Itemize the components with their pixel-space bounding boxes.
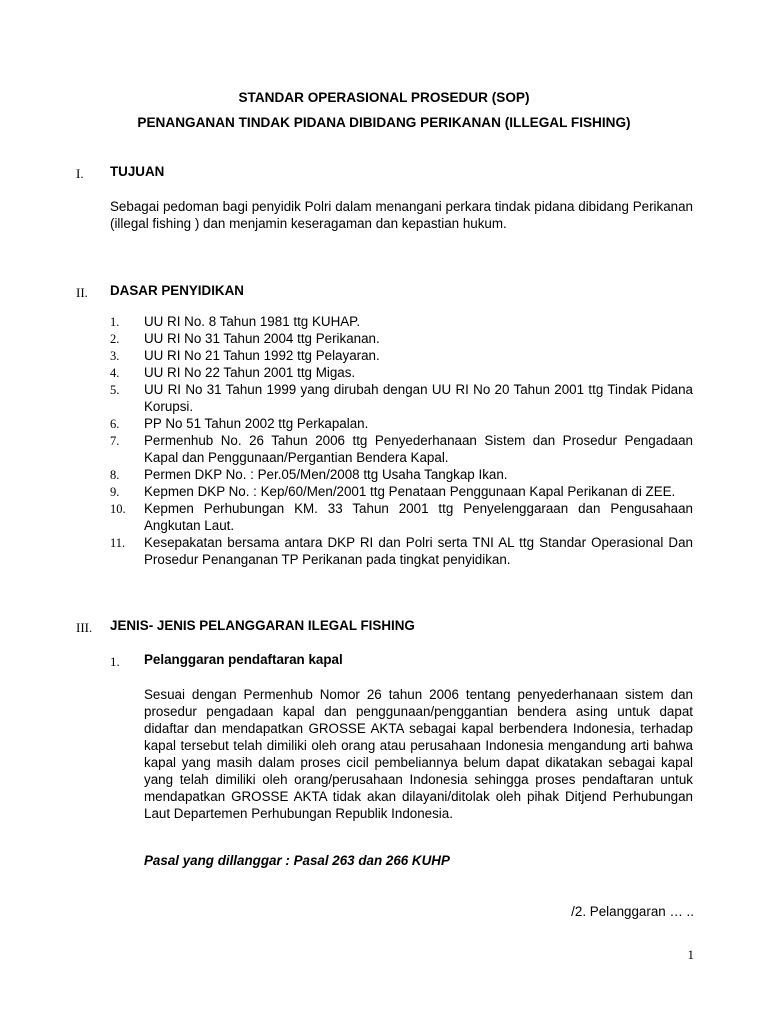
list-item-text: Kepmen DKP No. : Kep/60/Men/2001 ttg Penataan Penggunaan Kapal Perikanan di ZEE.	[144, 484, 676, 499]
section-heading-dasar-penyidikan: DASAR PENYIDIKAN	[110, 283, 244, 298]
document-subtitle: PENANGANAN TINDAK PIDANA DIBIDANG PERIKANAN (ILLEGAL FISHING)	[137, 115, 631, 130]
list-item-text: UU RI No. 8 Tahun 1981 ttg KUHAP.	[144, 314, 361, 329]
list-item	[0, 432, 693, 466]
list-item	[0, 534, 693, 568]
list-item	[0, 415, 693, 432]
list-item-text: Permen DKP No. : Per.05/Men/2008 ttg Usaha Tangkap Ikan.	[144, 467, 508, 482]
legal-basis-list	[0, 313, 693, 568]
list-item-text: UU RI No 22 Tahun 2001 ttg Migas.	[144, 365, 356, 380]
list-item-text: PP No 51 Tahun 2002 ttg Perkapalan.	[144, 416, 369, 431]
list-item-number: 8.	[110, 468, 120, 482]
section-number: II.	[76, 285, 88, 300]
list-item-number: 11.	[110, 536, 126, 550]
list-item-number: 2.	[110, 332, 120, 346]
list-item-text: Permenhub No. 26 Tahun 2006 ttg Penyederhanaan Sistem dan Prosedur Pengadaan Kapal dan Penggunaan/Pergantian Bendera Kapal.	[144, 433, 693, 465]
list-item-number: 4.	[110, 366, 120, 380]
subsection-heading: Pelanggaran pendaftaran kapal	[144, 652, 343, 667]
continuation-marker: /2. Pelanggaran … ..	[571, 904, 694, 919]
list-item-text: Kesepakatan bersama antara DKP RI dan Polri serta TNI AL ttg Standar Operasional Dan Prosedur Penanganan TP Perikanan pada tingkat penyidikan.	[144, 535, 693, 567]
list-item-text: UU RI No 31 Tahun 1999 yang dirubah dengan UU RI No 20 Tahun 2001 ttg Tindak Pidana Korupsi.	[144, 382, 693, 414]
list-item-number: 10.	[110, 502, 126, 516]
list-item-number: 1.	[110, 315, 120, 329]
list-item-number: 5.	[110, 383, 120, 397]
list-item	[0, 347, 693, 364]
list-item	[0, 483, 693, 500]
list-item	[0, 466, 693, 483]
list-item	[0, 330, 693, 347]
document-title: STANDAR OPERASIONAL PROSEDUR (SOP)	[238, 90, 530, 105]
section-heading-tujuan: TUJUAN	[110, 164, 165, 179]
list-item-number: 3.	[110, 349, 120, 363]
list-item	[0, 313, 693, 330]
list-item-text: Kepmen Perhubungan KM. 33 Tahun 2001 ttg Penyelenggaraan dan Pengusahaan Angkutan Laut.	[144, 501, 693, 533]
tujuan-paragraph: Sebagai pedoman bagi penyidik Polri dalam menangani perkara tindak pidana dibidang Perikanan (illegal fishing ) dan menjamin keseragaman dan kepastian hukum.	[110, 199, 693, 231]
subsection-number: 1.	[110, 654, 120, 669]
list-item-text: UU RI No 21 Tahun 1992 ttg Pelayaran.	[144, 348, 380, 363]
pendaftaran-kapal-paragraph: Sesuai dengan Permenhub Nomor 26 tahun 2006 tentang penyederhanaan sistem dan prosedur pengadaan kapal dan penggunaan/penggantian bendera asing untuk dapat didaftar dan mendapatkan GROSSE AKTA sebagai kapal berbendera Indonesia, terhadap kapal tersebut telah dimiliki oleh orang atau perusahaan Indonesia mengandung arti bahwa kapal yang masih dalam proses cicil pembeliannya belum dapat dikatakan sebagai kapal yang telah dimiliki oleh orang/perusahaan Indonesia sehingga proses pendaftaran untuk mendapatkan GROSSE AKTA tidak akan dilayani/ditolak oleh pihak Ditjend Perhubungan Laut Departemen Perhubungan Republik Indonesia.	[144, 687, 693, 821]
section-number: I.	[76, 166, 84, 181]
list-item-number: 6.	[110, 417, 120, 431]
list-item	[0, 364, 693, 381]
violated-articles: Pasal yang dillanggar : Pasal 263 dan 266 KUHP	[144, 853, 450, 868]
list-item-text: UU RI No 31 Tahun 2004 ttg Perikanan.	[144, 331, 380, 346]
page-number: 1	[687, 947, 694, 962]
list-item	[0, 500, 693, 534]
list-item	[0, 381, 693, 415]
list-item-number: 9.	[110, 485, 120, 499]
section-number: III.	[76, 620, 93, 635]
list-item-number: 7.	[110, 434, 120, 448]
section-heading-jenis-pelanggaran: JENIS- JENIS PELANGGARAN ILEGAL FISHING	[110, 618, 415, 633]
